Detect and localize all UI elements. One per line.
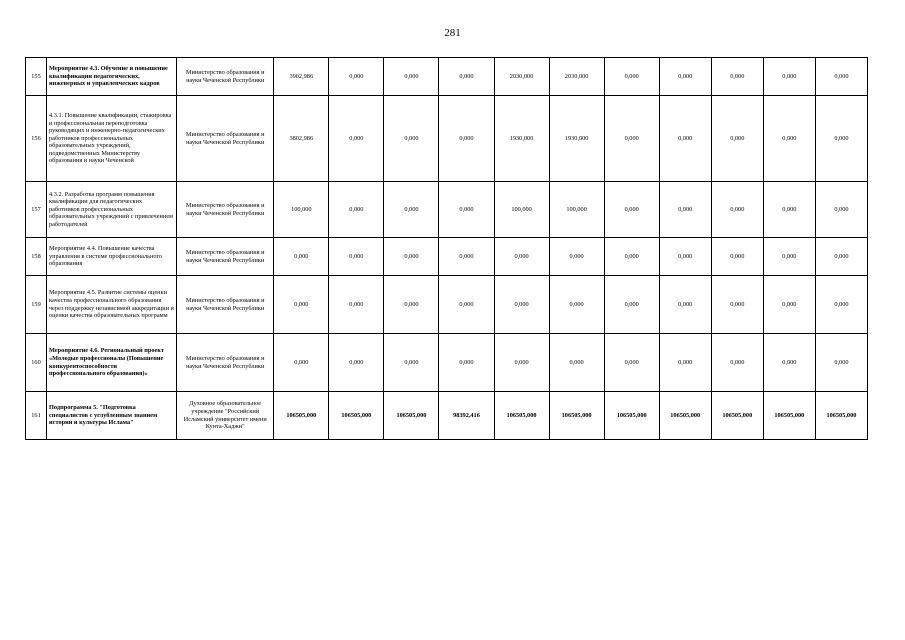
row-amount-cell: 0,000 — [329, 334, 384, 392]
row-amount-cell: 0,000 — [604, 276, 659, 334]
row-amount-cell: 100,000 — [274, 182, 329, 238]
table-row — [26, 334, 868, 392]
row-amount-cell: 1930,000 — [549, 96, 604, 182]
row-amount-cell: 0,000 — [763, 182, 815, 238]
row-organization: Министерство образования и науки Чеченской Республики — [177, 238, 274, 276]
row-amount-cell: 0,000 — [604, 96, 659, 182]
row-amount-cell: 0,000 — [274, 334, 329, 392]
row-amount-cell: 0,000 — [384, 238, 439, 276]
row-amount-cell: 106505,000 — [274, 392, 329, 440]
row-organization: Министерство образования и науки Чеченской Республики — [177, 182, 274, 238]
row-amount-cell: 0,000 — [711, 334, 763, 392]
row-organization: Министерство образования и науки Чеченской Республики — [177, 96, 274, 182]
row-index: 160 — [26, 334, 47, 392]
row-amount-cell: 0,000 — [659, 276, 711, 334]
row-amount-cell: 0,000 — [815, 238, 867, 276]
row-organization: Министерство образования и науки Чеченской Республики — [177, 334, 274, 392]
row-amount-cell: 0,000 — [329, 58, 384, 96]
row-amount-cell: 0,000 — [604, 58, 659, 96]
row-amount-cell: 0,000 — [494, 276, 549, 334]
row-amount-cell: 106505,000 — [494, 392, 549, 440]
row-activity-name: 4.3.1. Повышение квалификации, стажировка и профессиональная переподготовка руководящих и инженерно-педагогических работников профессиональных образовательных учреждений, подведомственных Министерству образования и науки Чеченской — [47, 96, 177, 182]
row-amount-cell: 106505,000 — [329, 392, 384, 440]
row-amount-cell: 0,000 — [439, 238, 494, 276]
table-row — [26, 58, 868, 96]
row-amount-cell: 0,000 — [329, 238, 384, 276]
row-amount-cell: 0,000 — [439, 334, 494, 392]
row-amount-cell: 0,000 — [604, 238, 659, 276]
row-amount-cell: 0,000 — [329, 276, 384, 334]
row-amount-cell: 0,000 — [494, 334, 549, 392]
row-organization: Министерство образования и науки Чеченской Республики — [177, 58, 274, 96]
row-amount-cell: 100,000 — [549, 182, 604, 238]
row-amount-cell: 100,000 — [494, 182, 549, 238]
row-amount-cell: 0,000 — [763, 58, 815, 96]
row-amount-cell: 2030,000 — [549, 58, 604, 96]
page-number: 281 — [444, 27, 461, 39]
row-organization: Министерство образования и науки Чеченской Республики — [177, 276, 274, 334]
row-amount-cell: 0,000 — [274, 276, 329, 334]
row-amount-cell: 0,000 — [815, 96, 867, 182]
table-row — [26, 182, 868, 238]
row-amount-cell: 0,000 — [659, 58, 711, 96]
table-row — [26, 238, 868, 276]
row-activity-name: Мероприятие 4.4. Повышение качества управления в системе профессионального образования — [47, 238, 177, 276]
table-row — [26, 276, 868, 334]
budget-table — [25, 57, 868, 440]
row-amount-cell: 1930,000 — [494, 96, 549, 182]
row-amount-cell: 0,000 — [763, 238, 815, 276]
row-amount-cell: 106505,000 — [549, 392, 604, 440]
row-amount-cell: 2030,000 — [494, 58, 549, 96]
row-amount-cell: 0,000 — [384, 276, 439, 334]
row-amount-cell: 0,000 — [815, 276, 867, 334]
row-activity-name: Мероприятие 4.5. Развитие системы оценки качества профессионального образования через поддержку независимой аккредитации и оценки качества образовательных программ — [47, 276, 177, 334]
table-row — [26, 96, 868, 182]
row-amount-cell: 0,000 — [659, 334, 711, 392]
row-amount-cell: 0,000 — [604, 334, 659, 392]
row-amount-cell: 0,000 — [711, 182, 763, 238]
row-amount-cell: 0,000 — [763, 334, 815, 392]
row-amount-cell: 0,000 — [439, 182, 494, 238]
row-index: 159 — [26, 276, 47, 334]
row-amount-cell: 0,000 — [604, 182, 659, 238]
row-amount-cell: 0,000 — [711, 96, 763, 182]
row-amount-cell: 106505,000 — [604, 392, 659, 440]
row-amount-cell: 0,000 — [763, 96, 815, 182]
row-amount-cell: 106505,000 — [659, 392, 711, 440]
row-amount-cell: 0,000 — [711, 238, 763, 276]
row-amount-cell: 0,000 — [329, 96, 384, 182]
row-amount-cell: 3902,986 — [274, 58, 329, 96]
row-amount-cell: 0,000 — [711, 276, 763, 334]
row-activity-name: Мероприятие 4.6. Региональный проект «Молодые профессионалы (Повышение конкурентоспособности профессионального образования)» — [47, 334, 177, 392]
row-amount-cell: 0,000 — [549, 238, 604, 276]
row-index: 158 — [26, 238, 47, 276]
row-amount-cell: 0,000 — [659, 182, 711, 238]
row-amount-cell: 106505,000 — [815, 392, 867, 440]
row-amount-cell: 98392,416 — [439, 392, 494, 440]
row-amount-cell: 0,000 — [659, 96, 711, 182]
row-index: 155 — [26, 58, 47, 96]
row-amount-cell: 0,000 — [384, 96, 439, 182]
row-amount-cell: 106505,000 — [763, 392, 815, 440]
row-amount-cell: 0,000 — [549, 276, 604, 334]
row-activity-name: Мероприятие 4.3. Обучение и повышение квалификации педагогических, инженерных и управленческих кадров — [47, 58, 177, 96]
row-amount-cell: 0,000 — [659, 238, 711, 276]
row-activity-name: 4.3.2. Разработка программ повышения квалификации для педагогических работников профессиональных образовательных учреждений с привлечением работодателей — [47, 182, 177, 238]
row-amount-cell: 0,000 — [439, 58, 494, 96]
row-index: 156 — [26, 96, 47, 182]
row-amount-cell: 106505,000 — [384, 392, 439, 440]
row-amount-cell: 0,000 — [711, 58, 763, 96]
row-amount-cell: 0,000 — [549, 334, 604, 392]
row-amount-cell: 0,000 — [384, 58, 439, 96]
row-amount-cell: 0,000 — [763, 276, 815, 334]
row-amount-cell: 3802,986 — [274, 96, 329, 182]
row-amount-cell: 0,000 — [439, 96, 494, 182]
row-amount-cell: 0,000 — [329, 182, 384, 238]
row-index: 161 — [26, 392, 47, 440]
row-amount-cell: 0,000 — [384, 182, 439, 238]
row-amount-cell: 0,000 — [439, 276, 494, 334]
row-amount-cell: 0,000 — [815, 334, 867, 392]
row-amount-cell: 0,000 — [815, 182, 867, 238]
row-amount-cell: 0,000 — [384, 334, 439, 392]
row-amount-cell: 0,000 — [815, 58, 867, 96]
row-amount-cell: 0,000 — [274, 238, 329, 276]
row-activity-name: Подпрограмма 5. "Подготовка специалистов с углубленным знанием истории и культуры Ислама" — [47, 392, 177, 440]
table-row — [26, 392, 868, 440]
row-organization: Духовное образовательное учреждение "Российский Исламский университет имени Кунта-Хаджи" — [177, 392, 274, 440]
row-index: 157 — [26, 182, 47, 238]
row-amount-cell: 0,000 — [494, 238, 549, 276]
row-amount-cell: 106505,000 — [711, 392, 763, 440]
